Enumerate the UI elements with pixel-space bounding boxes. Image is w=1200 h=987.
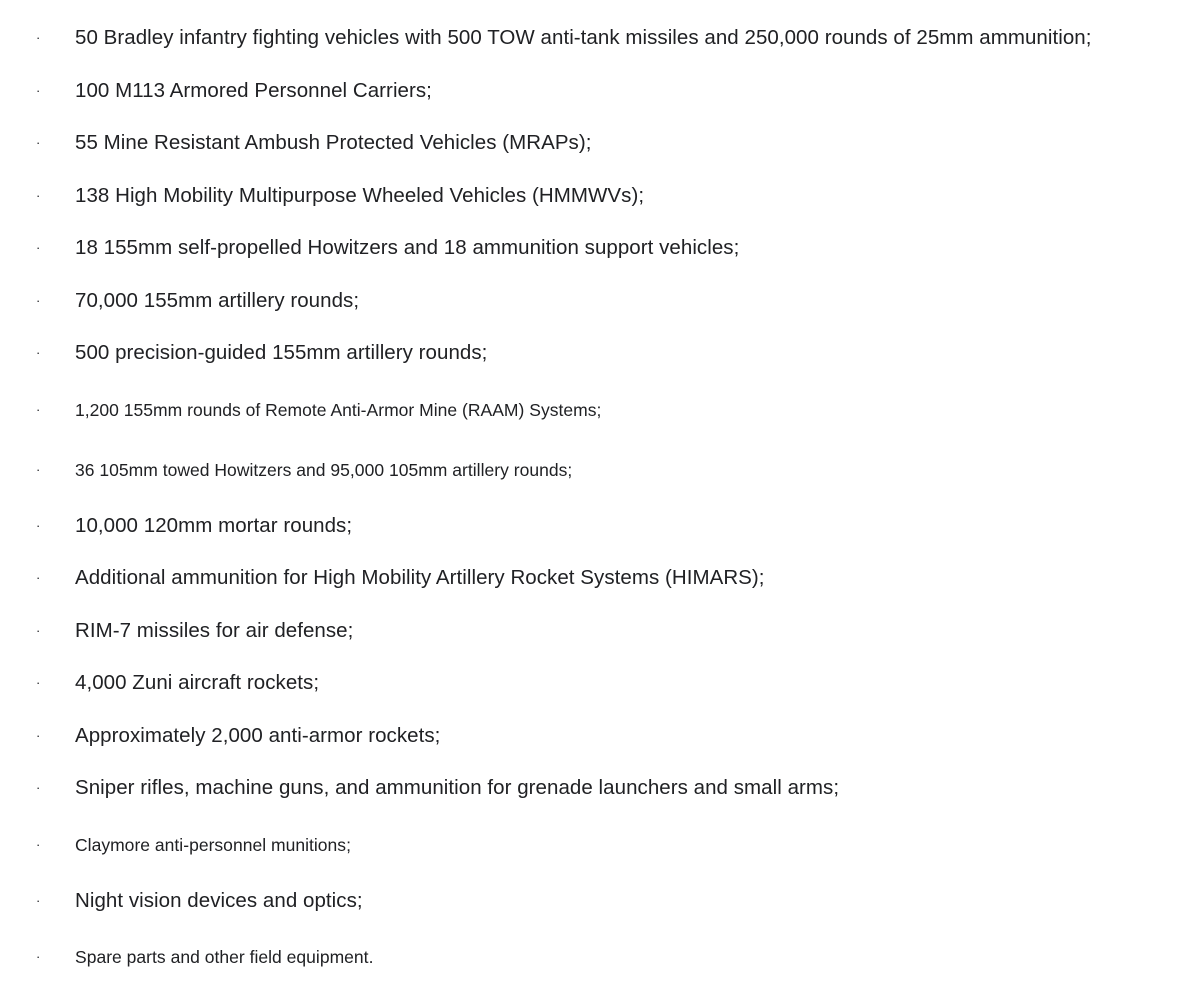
bullet-dot-icon: · (36, 622, 41, 638)
list-item-label: 100 M113 Armored Personnel Carriers; (75, 78, 432, 102)
list-item (0, 380, 1200, 440)
list-item (0, 222, 1200, 275)
list-item-label: 50 Bradley infantry fighting vehicles with 500 TOW anti-tank missiles and 250,000 rounds of 25mm ammunition; (75, 26, 1092, 49)
list-item (0, 65, 1200, 118)
list-item-label: Approximately 2,000 anti-armor rockets; (75, 723, 441, 747)
list-item-label: RIM-7 missiles for air defense; (75, 618, 354, 642)
bullet-dot-icon: · (36, 345, 41, 360)
bullet-dot-icon: · (36, 135, 41, 150)
bullet-dot-icon: · (36, 82, 41, 98)
bullet-dot-icon: · (36, 401, 41, 417)
list-item-label: 1,200 155mm rounds of Remote Anti-Armor Mine (RAAM) Systems; (75, 399, 602, 420)
list-item-label: 18 155mm self-propelled Howitzers and 18 ammunition support vehicles; (75, 236, 740, 259)
bullet-dot-icon: · (36, 240, 41, 255)
list-item-label: 4,000 Zuni aircraft rockets; (75, 671, 320, 694)
list-item (0, 275, 1200, 328)
list-item (0, 815, 1200, 875)
list-item (0, 440, 1200, 500)
list-item (0, 500, 1200, 553)
bullet-dot-icon: · (36, 892, 41, 908)
bullet-dot-icon: · (36, 570, 41, 585)
list-item-label: 36 105mm towed Howitzers and 95,000 105mm artillery rounds; (75, 459, 573, 480)
bullet-dot-icon: · (36, 675, 41, 690)
bullet-dot-icon: · (36, 187, 41, 203)
bullet-dot-icon: · (36, 949, 41, 964)
list-item (0, 552, 1200, 605)
bullet-dot-icon: · (36, 292, 41, 308)
document-page (0, 12, 1200, 987)
list-item (0, 117, 1200, 170)
bullet-dot-icon: · (36, 836, 41, 852)
list-item-label: Spare parts and other field equipment. (75, 947, 374, 967)
bullet-dot-icon: · (36, 30, 41, 45)
list-item-label: Night vision devices and optics; (75, 888, 363, 912)
list-item (0, 762, 1200, 815)
list-item-label: 70,000 155mm artillery rounds; (75, 288, 360, 312)
list-item (0, 12, 1200, 65)
list-item (0, 170, 1200, 223)
list-item (0, 710, 1200, 763)
list-item (0, 657, 1200, 710)
aid-package-list (0, 12, 1200, 987)
bullet-dot-icon: · (36, 780, 41, 795)
list-item (0, 927, 1200, 987)
list-item-label: 55 Mine Resistant Ambush Protected Vehicles (MRAPs); (75, 131, 592, 154)
list-item-label: Additional ammunition for High Mobility Artillery Rocket Systems (HIMARS); (75, 566, 765, 589)
list-item (0, 875, 1200, 928)
list-item-label: 10,000 120mm mortar rounds; (75, 513, 353, 537)
list-item-label: Claymore anti-personnel munitions; (75, 834, 351, 855)
list-item-label: 500 precision-guided 155mm artillery rounds; (75, 341, 488, 364)
list-item (0, 605, 1200, 658)
bullet-dot-icon: · (36, 727, 41, 743)
bullet-dot-icon: · (36, 461, 41, 477)
list-item-label: 138 High Mobility Multipurpose Wheeled Vehicles (HMMWVs); (75, 183, 645, 207)
bullet-dot-icon: · (36, 517, 41, 533)
list-item (0, 327, 1200, 380)
list-item-label: Sniper rifles, machine guns, and ammunition for grenade launchers and small arms; (75, 776, 840, 799)
